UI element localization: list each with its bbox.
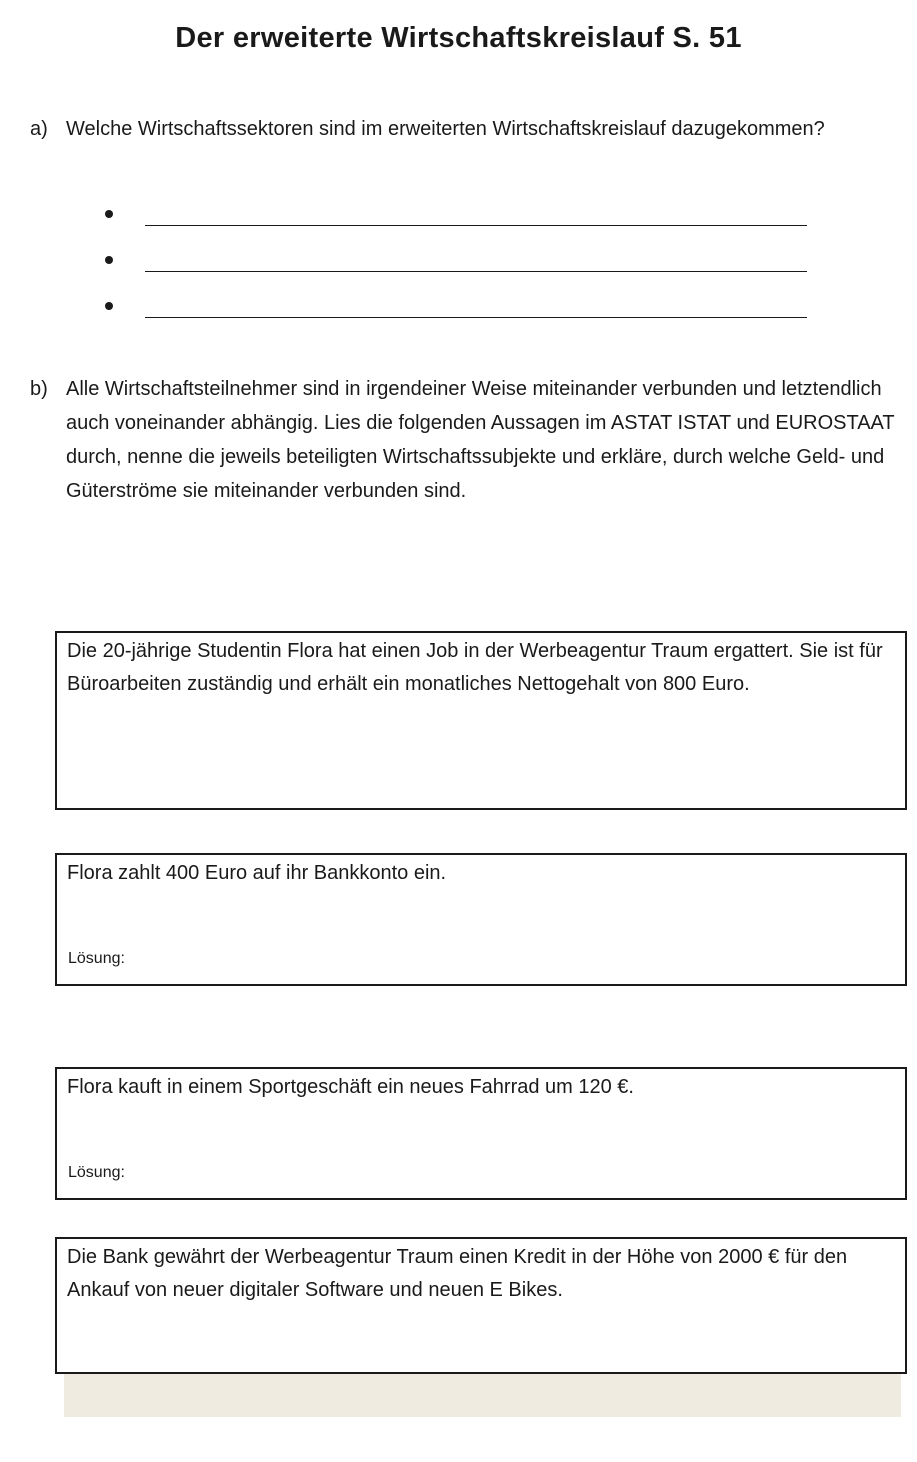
question-b-label: b) xyxy=(30,378,48,400)
answer-area[interactable] xyxy=(64,1374,901,1417)
statement-box-3 xyxy=(55,1067,907,1200)
page-title: Der erweiterte Wirtschaftskreislauf S. 51 xyxy=(175,22,742,54)
statement-box-4 xyxy=(55,1237,907,1374)
question-a-text: Welche Wirtschaftssektoren sind im erweiterten Wirtschaftskreislauf dazugekommen? xyxy=(66,118,825,140)
statement-box-2 xyxy=(55,853,907,986)
bullet-icon xyxy=(105,302,113,310)
question-a-label: a) xyxy=(30,118,48,140)
bullet-icon xyxy=(105,256,113,264)
bullet-icon xyxy=(105,210,113,218)
answer-line[interactable] xyxy=(145,198,807,226)
question-b-text: Alle Wirtschaftsteilnehmer sind in irgendeiner Weise miteinander verbunden und letztendlich auch voneinander abhängig. Lies die folgenden Aussagen im ASTAT ISTAT und EUROSTAAT durch, nenne die jeweils beteiligten Wirtschaftssubjekte und erkläre, durch welche Geld- und Güterströme sie miteinander verbunden sind. xyxy=(66,378,895,502)
statement-text: Flora zahlt 400 Euro auf ihr Bankkonto ein. xyxy=(67,862,447,884)
statement-text: Flora kauft in einem Sportgeschäft ein neues Fahrrad um 120 €. xyxy=(67,1076,634,1098)
statement-text: Die Bank gewährt der Werbeagentur Traum einen Kredit in der Höhe von 2000 € für den Ankauf von neuer digitaler Software und neuen E Bikes. xyxy=(67,1246,848,1301)
answer-line[interactable] xyxy=(145,290,807,318)
solution-label: Lösung: xyxy=(68,950,125,967)
statement-box-1 xyxy=(55,631,907,810)
answer-line[interactable] xyxy=(145,244,807,272)
statement-text: Die 20-jährige Studentin Flora hat einen Job in der Werbeagentur Traum ergattert. Sie ist für Büroarbeiten zuständig und erhält ein monatliches Nettogehalt von 800 Euro. xyxy=(67,640,883,695)
solution-label: Lösung: xyxy=(68,1164,125,1181)
